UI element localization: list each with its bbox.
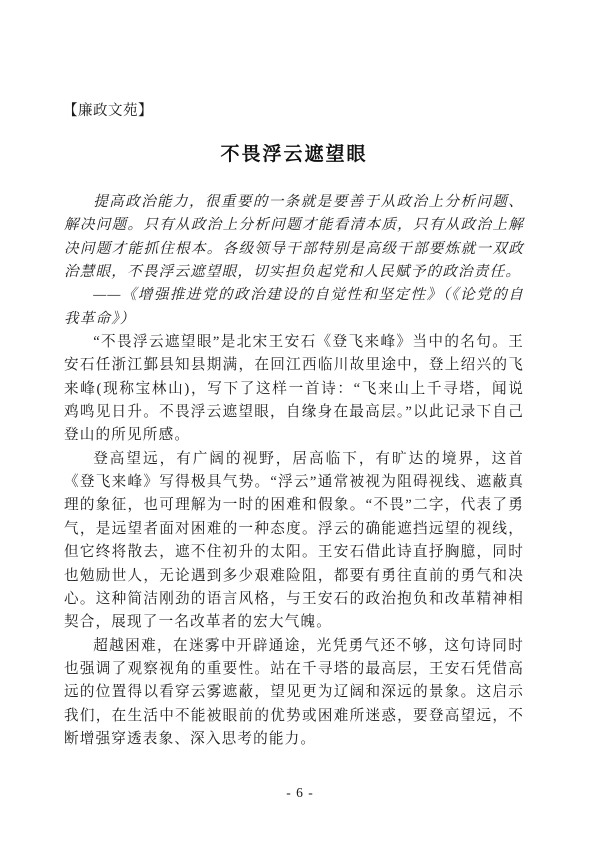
article-title: 不畏浮云遮望眼 <box>220 144 368 165</box>
article-body <box>64 191 524 751</box>
section-tag: 【廉政文苑】 <box>63 103 153 119</box>
paragraph-quote-attribution: ——《增强推进党的政治建设的自觉性和坚定性》（《论党的自我革命》） <box>64 287 524 327</box>
paragraph-body: 超越困难，在迷雾中开辟通途，光凭勇气还不够，这句诗同时也强调了观察视角的重要性。站在千寻塔的最高层，王安石凭借高远的位置得以看穿云雾遮蔽，望见更为辽阔和深远的景象。这启示我们，在生活中不能被眼前的优势或困难所迷惑，要登高望远，不断增强穿透表象、深入思考的能力。 <box>64 637 524 747</box>
page-number: - 6 - <box>286 785 314 800</box>
paragraph-body: 登高望远，有广阔的视野，居高临下，有旷达的境界，这首《登飞来峰》写得极具气势。“浮云”通常被视为阻碍视线、遮蔽真理的象征，也可理解为一时的困难和假象。“不畏”二字，代表了勇气，是远望者面对困难的一种态度。浮云的确能遮挡远望的视线，但它终将散去，遮不住初升的太阳。王安石借此诗直抒胸臆，同时也勉励世人，无论遇到多少艰难险阻，都要有勇往直前的勇气和决心。这种简洁刚劲的语言风格，与王安石的政治抱负和改革精神相契合，展现了一名改革者的宏大气魄。 <box>64 450 524 631</box>
paragraph-quote: 提高政治能力，很重要的一条就是要善于从政治上分析问题、解决问题。只有从政治上分析问题才能看清本质，只有从政治上解决问题才能抓住根本。各级领导干部特别是高级干部要炼就一双政治慧眼，不畏浮云遮望眼，切实担负起党和人民赋予的政治责任。 <box>64 194 524 281</box>
paragraph-body: “不畏浮云遮望眼”是北宋王安石《登飞来峰》当中的名句。王安石任浙江鄞县知县期满，在回江西临川故里途中，登上绍兴的飞来峰(现称宝林山)，写下了这样一首诗：“飞来山上千寻塔，闻说鸡鸣见日升。不畏浮云遮望眼，自缘身在最高层。”以此记录下自己登山的所见所感。 <box>64 334 524 444</box>
